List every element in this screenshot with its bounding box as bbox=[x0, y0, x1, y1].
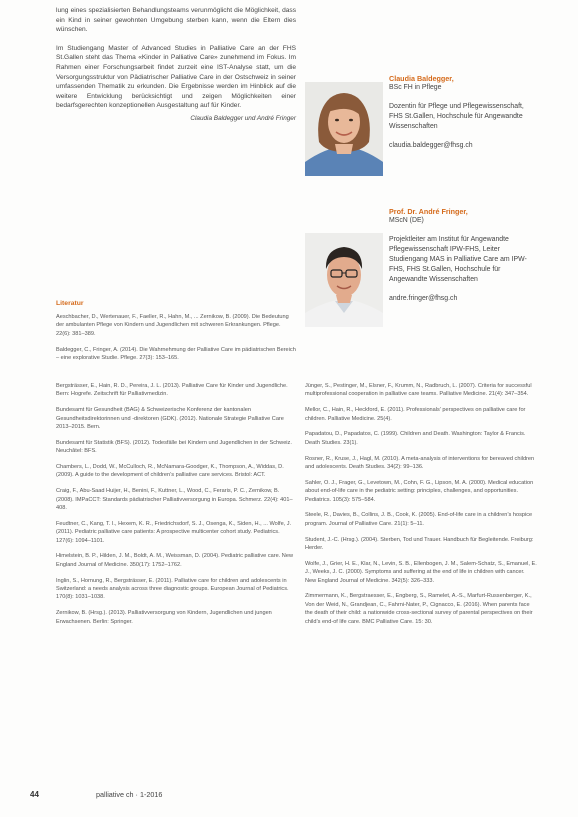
literature-right-column bbox=[305, 382, 537, 633]
body-paragraph: lung eines spezialisierten Behandlungsteams verunmöglicht die Möglichkeit, dass ein Kind in seiner gewohnten Umgebung sterben kann, wenn die Eltern dies wünschen. bbox=[56, 7, 296, 34]
reference-item: Aeschbacher, D., Wertenauer, F., Faeller, R., Hahn, M., ... Zernikow, B. (2009). Die Bedeutung der ambulanten Pflege von Kindern und Jugendlichen mit schweren Erkrankungen. Pflege. 22(6): 381–389. bbox=[56, 314, 289, 337]
literature-top-list bbox=[56, 313, 296, 370]
magazine-name: palliative ch · 1-2016 bbox=[96, 790, 163, 799]
reference-item: Bundesamt für Statistik (BFS). (2012). Todesfälle bei Kindern und Jugendlichen in der Schweiz. Neuchâtel: BFS. bbox=[56, 439, 292, 455]
author-name: Prof. Dr. André Fringer, bbox=[389, 207, 468, 216]
reference-item: Rosner, R., Kruse, J., Hagl, M. (2010). A meta-analysis of interventions for bereaved children and adolescents. Death Studies. 34(2): 99–136. bbox=[305, 455, 535, 471]
reference-item: Craig, F., Abu-Saad Huijer, H., Benini, F., Kuttner, L., Wood, C., Feraris, P. C., Zernikow, B. (2008). IMPaCCT: Standards pädiatrischer Palliativversorgung in Europa. Schmerz. 22(4): 401–408. bbox=[56, 488, 293, 512]
author-degree: MScN (DE) bbox=[389, 217, 424, 224]
author-signature: Claudia Baldegger und André Fringer bbox=[190, 114, 296, 122]
author-photo-andre bbox=[305, 233, 383, 327]
author-box-andre bbox=[305, 207, 537, 321]
reference-item: Wolfe, J., Grier, H. E., Klar, N., Levin, S. B., Ellenbogen, J. M., Salem-Schatz, S., Emanuel, E. J., Weeks, J. C. (2000). Symptoms and suffering at the end of life in children with cancer. New England Journal of Medicine. 342(5): 326–333. bbox=[305, 560, 537, 584]
reference-item: Baldegger, C., Fringer, A. (2014). Die Wahrnehmung der Palliative Care im pädiatrischen Bereich – eine explorative Studie. Pflege. 27(3): 153–165. bbox=[56, 346, 296, 362]
reference-item: Mellor, C., Hain, R., Heckford, E. (2011). Professionals’ perspectives on palliative care for children. Palliative Medicine. 25(4). bbox=[305, 407, 526, 422]
reference-item: Student, J.-C. (Hrsg.). (2004). Sterben, Tod und Trauer. Handbuch für Begleitende. Freiburg: Herder. bbox=[305, 536, 534, 552]
reference-item: Bergsträsser, E., Hain, R. D., Pereira, J. L. (2013). Palliative Care für Kinder und Jugendliche. Bern: Hogrefe. Zeitschrift für Palliativmedizin. bbox=[56, 383, 288, 398]
literature-heading: Literatur bbox=[56, 300, 84, 307]
page-number: 44 bbox=[30, 790, 39, 799]
author-degree: BSc FH in Pflege bbox=[389, 84, 442, 91]
reference-item: Sahler, O. J., Frager, G., Levetown, M., Cohn, F. G., Lipson, M. A. (2000). Medical education about end-of-life care in the pediatric setting: principles, challenges, and opportunities. Pediatrics. 105(3): 575–584. bbox=[305, 479, 534, 503]
author-name: Claudia Baldegger, bbox=[389, 74, 454, 83]
author-email[interactable]: claudia.baldegger@fhsg.ch bbox=[389, 142, 473, 149]
author-institution: FHS St.Gallen, Hochschule für Angewandte Wissenschaften bbox=[389, 113, 523, 130]
reference-item: Himelstein, B. P., Hilden, J. M., Boldt, A. M., Weissman, D. (2004). Pediatric palliative care. New England Journal of Medicine. 350(17): 1752–1762. bbox=[56, 553, 293, 568]
reference-item: Papadatou, D., Papadatos, C. (1999). Children and Death. Washington: Taylor & Francis. Death Studies. 23(1). bbox=[305, 431, 526, 446]
reference-item: Feudtner, C., Kang, T. I., Hexem, K. R., Friedrichsdorf, S. J., Osenga, K., Siden, H., ... Wolfe, J. (2011). Pediatric palliative care patients: A prospective multicenter cohort study. Pediatrics. 127(6): 1094–1101. bbox=[56, 520, 292, 544]
reference-item: Chambers, L., Dodd, W., McCulloch, R., McNamara-Goodger, K., Thompson, A., Widdas, D. (2009). A guide to the development of children’s palliative care services. Bristol: ACT. bbox=[56, 464, 284, 479]
literature-left-column bbox=[56, 382, 296, 633]
reference-item: Zernikow, B. (Hrsg.). (2013). Palliativversorgung von Kindern, Jugendlichen und jungen Erwachsenen. Berlin: Springer. bbox=[56, 610, 272, 625]
author-photo-claudia bbox=[305, 82, 383, 176]
reference-item: Jünger, S., Pestinger, M., Elsner, F., Krumm, N., Radbruch, L. (2007). Criteria for successful multiprofessional cooperation in palliative care teams. Palliative Medicine. 21(4): 347–354. bbox=[305, 383, 532, 398]
reference-item: Bundesamt für Gesundheit (BAG) & Schweizerische Konferenz der kantonalen Gesundheitsdirektorinnen und -direktoren (GDK). (2012). Nationale Strategie Palliative Care 2013–2015. Bern. bbox=[56, 407, 284, 431]
reference-item: Zimmermann, K., Bergstraesser, E., Engberg, S., Ramelet, A.-S., Marfurt-Russenberger, K., Von der Weid, N., Grandjean, C., Fahrni-Nater, P., Cignacco, E. (2016). When parents face the death of their child: a nationwide cross-sectional survey of parental perspectives on their child’s end-of life care. BMC Palliative Care. 15: 30. bbox=[305, 593, 533, 625]
reference-item: Steele, R., Davies, B., Collins, J. B., Cook, K. (2005). End-of-life care in a children’s hospice program. Journal of Palliative Care. 21(1): 5–11. bbox=[305, 512, 533, 527]
article-body bbox=[56, 6, 296, 124]
author-email[interactable]: andre.fringer@fhsg.ch bbox=[389, 295, 458, 302]
author-box-claudia bbox=[305, 74, 537, 178]
author-role: Projektleiter am Institut für Angewandte Pflegewissenschaft IPW-FHS, Leiter Studiengang MAS in Palliative Care am IPW-FHS, FHS St.Gallen, Hochschule für Angewandte Wissenschaften bbox=[389, 236, 527, 283]
author-role: Dozentin für Pflege und Pflegewissenschaft, bbox=[389, 103, 524, 110]
author-info bbox=[389, 74, 539, 151]
author-info bbox=[389, 207, 539, 304]
body-paragraph: Im Studiengang Master of Advanced Studies in Palliative Care an der FHS St.Gallen steht das Thema «Kinder in Palliative Care» zunehmend im Fokus. Im Rahmen einer Forschungsarbeit findet zurzeit eine IST-Analyse statt, um die Versorgungsstruktur von Pädiatrischer Palliative Care in der Ostschweiz in seiner umfassenden Thematik zu erkunden. Die Ergebnisse werden im Hinblick auf die weitere Entwicklung berücksichtigt und zeigen Möglichkeiten einer bedarfsgerechten konzeptionellen Ausgestaltung auf für Kinder. bbox=[56, 44, 296, 110]
reference-item: Inglin, S., Hornung, R., Bergsträsser, E. (2011). Palliative care for children and adolescents in Switzerland: a needs analysis across three diagnostic groups. European Journal of Pediatrics. 170(8): 1031–1038. bbox=[56, 577, 289, 601]
